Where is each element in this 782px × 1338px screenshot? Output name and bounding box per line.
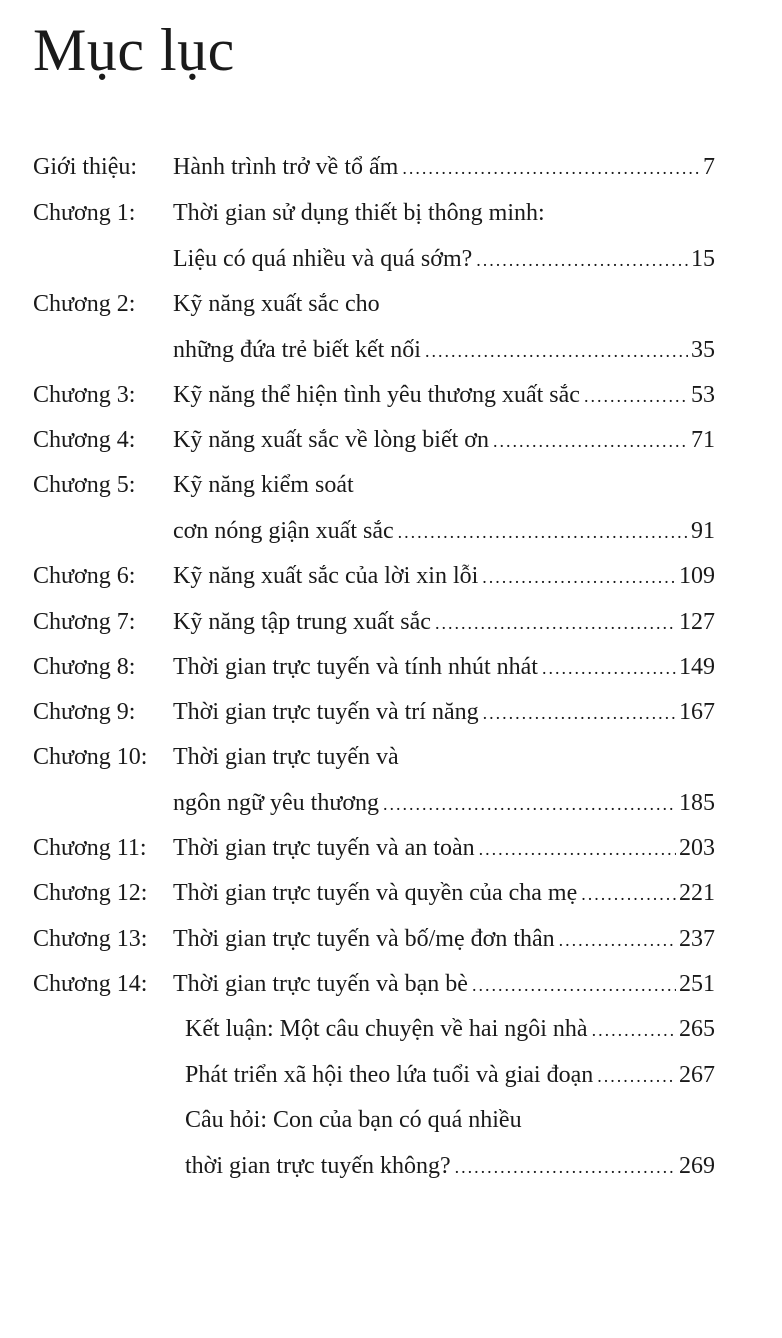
toc-entry-title: Thời gian trực tuyến và an toàn: [173, 835, 475, 861]
toc-entry-title: Thời gian trực tuyến và: [173, 744, 399, 770]
toc-page-number: 269: [679, 1153, 715, 1179]
toc-page-number: 127: [679, 609, 715, 635]
toc-entry-title: Thời gian trực tuyến và tính nhút nhát: [173, 654, 538, 680]
toc-entry-title: cơn nóng giận xuất sắc: [173, 518, 394, 544]
toc-page-number: 35: [691, 337, 715, 363]
toc-entry-label: Giới thiệu:: [33, 154, 138, 180]
toc-entry-label: Chương 4:: [33, 427, 136, 453]
toc-entry-title: Kỹ năng xuất sắc cho: [173, 291, 380, 317]
toc-page-number: 91: [691, 518, 715, 544]
dot-leader: [402, 151, 700, 185]
toc-entry: [33, 242, 715, 276]
toc-entry-label: Chương 12:: [33, 880, 148, 906]
toc-entry: [33, 287, 715, 321]
toc-entry-label: Chương 3:: [33, 382, 136, 408]
toc-entry-title: thời gian trực tuyến không?: [185, 1153, 451, 1179]
toc-entry: [185, 1012, 715, 1046]
toc-page-number: 267: [679, 1062, 715, 1088]
toc-entry-label: Chương 14:: [33, 971, 148, 997]
dot-leader: [597, 1059, 676, 1093]
toc-entry-label: Chương 6:: [33, 563, 136, 589]
toc-entry-title: Liệu có quá nhiều và quá sớm?: [173, 246, 473, 272]
toc-page-number: 7: [703, 154, 715, 180]
toc-entry: [33, 468, 715, 502]
toc-entry-title: Phát triển xã hội theo lứa tuổi và giai đoạn: [185, 1062, 594, 1088]
toc-page-number: 167: [679, 699, 715, 725]
toc-page-number: 53: [691, 382, 715, 408]
dot-leader: [425, 334, 688, 368]
toc-entry-label: Chương 7:: [33, 609, 136, 635]
toc-entry-title: Thời gian trực tuyến và bạn bè: [173, 971, 468, 997]
toc-entry-title: ngôn ngữ yêu thương: [173, 790, 380, 816]
dot-leader: [383, 787, 676, 821]
toc-page-number: 221: [679, 880, 715, 906]
toc-entry: [185, 1103, 715, 1137]
dot-leader: [559, 923, 676, 957]
toc-entry-title: Kỹ năng xuất sắc về lòng biết ơn: [173, 427, 489, 453]
toc-entry-label: Chương 8:: [33, 654, 136, 680]
toc-entry-title: Thời gian trực tuyến và bố/mẹ đơn thân: [173, 926, 555, 952]
toc-entry: [33, 333, 715, 367]
toc-page-number: 237: [679, 926, 715, 952]
toc-entry: [33, 695, 715, 729]
toc-entry: [33, 786, 715, 820]
toc-entry-label: Chương 5:: [33, 472, 136, 498]
toc-entry: [33, 196, 715, 230]
toc-page-number: 185: [679, 790, 715, 816]
toc-entry-title: Hành trình trở về tổ ấm: [173, 154, 399, 180]
toc-entry-title: Câu hỏi: Con của bạn có quá nhiều: [185, 1107, 522, 1133]
toc-entry-label: Chương 1:: [33, 200, 136, 226]
toc-entry-title: Thời gian trực tuyến và quyền của cha mẹ: [173, 880, 578, 906]
dot-leader: [476, 243, 688, 277]
toc-entry: [33, 605, 715, 639]
toc-entry: [185, 1058, 715, 1092]
dot-leader: [398, 515, 688, 549]
toc-page-number: 15: [691, 246, 715, 272]
dot-leader: [584, 379, 688, 413]
toc-entry-label: Chương 10:: [33, 744, 148, 770]
dot-leader: [581, 877, 676, 911]
toc-entry: [33, 514, 715, 548]
page-title: Mục lục: [33, 17, 235, 83]
toc-entry: [33, 559, 715, 593]
toc-entry: [185, 1149, 715, 1183]
dot-leader: [479, 832, 676, 866]
toc-entry-title: Kỹ năng kiểm soát: [173, 472, 354, 498]
toc-entry: [33, 967, 715, 1001]
toc-entry-title: Kỹ năng tập trung xuất sắc: [173, 609, 431, 635]
toc-entry: [33, 831, 715, 865]
dot-leader: [542, 651, 676, 685]
toc-entry-label: Chương 2:: [33, 291, 136, 317]
toc-entry: [33, 150, 715, 184]
toc-entry-title: Kỹ năng xuất sắc của lời xin lỗi: [173, 563, 479, 589]
dot-leader: [482, 560, 676, 594]
dot-leader: [592, 1013, 676, 1047]
dot-leader: [455, 1150, 676, 1184]
toc-entry-label: Chương 11:: [33, 835, 147, 861]
toc-entry: [33, 423, 715, 457]
toc-entry-title: những đứa trẻ biết kết nối: [173, 337, 421, 363]
dot-leader: [493, 424, 688, 458]
toc-page-number: 71: [691, 427, 715, 453]
toc-page-number: 109: [679, 563, 715, 589]
toc-entry-title: Kỹ năng thể hiện tình yêu thương xuất sắc: [173, 382, 580, 408]
dot-leader: [472, 968, 676, 1002]
toc-entry-title: Thời gian sử dụng thiết bị thông minh:: [173, 200, 545, 226]
toc-entry-title: Kết luận: Một câu chuyện về hai ngôi nhà: [185, 1016, 588, 1042]
dot-leader: [435, 606, 676, 640]
toc-page-number: 265: [679, 1016, 715, 1042]
toc-entry-label: Chương 13:: [33, 926, 148, 952]
toc-entry: [33, 378, 715, 412]
toc-entry: [33, 650, 715, 684]
toc-page-number: 149: [679, 654, 715, 680]
toc-page-number: 251: [679, 971, 715, 997]
toc-entry: [33, 922, 715, 956]
toc-entry-label: Chương 9:: [33, 699, 136, 725]
toc-entry: [33, 876, 715, 910]
toc-entry: [33, 740, 715, 774]
dot-leader: [483, 696, 676, 730]
toc-entry-title: Thời gian trực tuyến và trí năng: [173, 699, 479, 725]
toc-page-number: 203: [679, 835, 715, 861]
